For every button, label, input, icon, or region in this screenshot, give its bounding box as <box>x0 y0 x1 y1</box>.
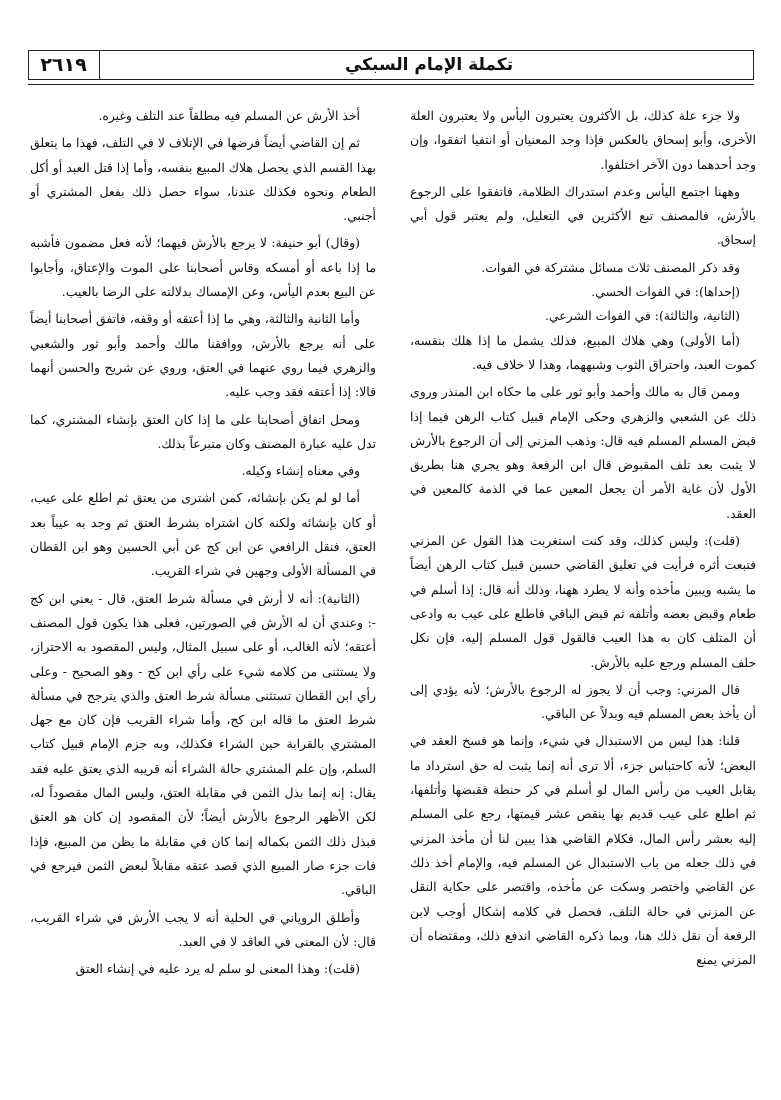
right-text-column <box>410 104 756 972</box>
paragraph: (وقال) أبو حنيفة: لا يرجع بالأرش فيهما؛ لأنه فعل مضمون فأشبه ما إذا باعه أو أمسكه وقاس أصحابنا على الموت والإعتاق، وأجابوا عن البيع بعدم اليأس، وعن الإمساك بدلالته على الرضا بالعيب. <box>30 235 376 300</box>
paragraph: قلنا: هذا ليس من الاستبدال في شيء، وإنما هو فسخ العقد في البعض؛ لأنه كاحتباس جزء، ألا ترى أنه إنما يثبت له حق استرداد ما يقابل العيب من رأس المال لو أسلم في كر حنطة فقبضها وأتلفها، ثم اطلع على عيب قديم بها ينقص عشر قيمتها، رجع على المسلم إليه بعشر رأس المال، فكلام القاضي هذا يبين لنا أن مأخذ المزني في ذلك جعله من باب الاستبدال عن المسلم فيه، والإمام أخذ ذلك عن القاضي واختصر وسكت عن مأخذه، واقتصر على حكاية النقل عن المزني في حالة التلف، فحصل في كلامه إشكال أوجب لابن الرفعة أن نقل ذلك هنا، وبما ذكره القاضي اندفع ذلك، ومقتضاه أن المزني يمنع <box>410 733 756 968</box>
paragraph: وأطلق الروياني في الحلية أنه لا يجب الأرش في شراء القريب، قال: لأن المعنى في العاقد لا في العبد. <box>30 909 376 949</box>
page-number: ٢٦١٩ <box>28 50 100 80</box>
paragraph: ولا جزء علة كذلك، بل الأكثرون يعتبرون اليأس ولا يعتبرون العلة الأخرى، وأبو إسحاق بالعكس فإذا وجد المعنيان أو انتفيا اتفقوا، وإن وجد أحدهما دون الآخر اختلفوا. <box>410 108 756 172</box>
paragraph: وممن قال به مالك وأحمد وأبو ثور على ما حكاه ابن المنذر وروى ذلك عن الشعبي والزهري وحكى الإمام قبيل كتاب الرهن فيما إذا قبض المسلم المسلم فيه قال: وذهب المزني إلى أن الرجوع بالأرش لا يثبت بعد تلف المقبوض قال ابن الرفعة وهو يجري هنا بطريق الأول لأن غاية الأمر أن يجعل المعين عما في الذمة كالمعين في العقد. <box>410 384 756 521</box>
paragraph: (الثانية، والثالثة): في الفوات الشرعي. <box>544 308 740 324</box>
paragraph: وقد ذكر المصنف ثلاث مسائل مشتركة في الفوات. <box>481 259 740 275</box>
paragraph: (قلت): وهذا المعنى لو سلم له يرد عليه في إنشاء العتق <box>75 961 360 977</box>
left-text-column <box>30 104 376 981</box>
paragraph: (قلت): وليس كذلك، وقد كنت استغربت هذا القول عن المزني فتبعت أثره فرأيت في تعليق القاضي حسين قبيل كتاب الرهن أيضاً ما يشبه ويبين مأخذه وأنه لا يطرد ههنا، وذلك أنه قال: إذا أسلم في طعام وقبض بعضه وأتلفه ثم قبض الباقي فاطلع على عيب به وادعى أن المتلف كان به هذا العيب فالقول قول المسلم إليه، فإن نكل حلف المسلم ورجع عليه بالأرش. <box>410 533 756 670</box>
page-header <box>28 46 754 85</box>
paragraph: أما لو لم يكن بإنشائه، كمن اشترى من يعتق ثم اطلع على عيب، أو كان بإنشائه ولكنه كان اشتراه بشرط العتق ثم وجد به عيباً بعد العتق، فنقل الرافعي عن ابن كج عن أبي الحسين وهو ابن القطان في المسألة الأولى وجهين في شراء القريب. <box>30 490 376 579</box>
paragraph: وفي معناه إنشاء وكيله. <box>241 463 360 479</box>
paragraph: ومحل اتفاق أصحابنا على ما إذا كان العتق بإنشاء المشتري، كما تدل عليه عبارة المصنف وكان متبرعاً بذلك. <box>30 411 376 451</box>
book-title: تكملة الإمام السبكي <box>344 55 514 75</box>
paragraph: ثم إن القاضي أيضاً فرضها في الإتلاف لا في التلف، فهذا ما يتعلق بهذا القسم الذي يحصل هلاك المبيع بنفسه، وأما إذا قتل العبد أو أكل الطعام ونحوه فكذلك عندنا، سواء حصل ذلك بفعل المشتري أو أجنبي. <box>30 135 376 224</box>
paragraph: وههنا اجتمع اليأس وعدم استدراك الظلامة، فاتفقوا على الرجوع بالأرش، فالمصنف تبع الأكثرين في التعليل، ولم يعتبر قول أبي إسحاق. <box>410 183 756 248</box>
paragraph: قال المزني: وجب أن لا يجوز له الرجوع بالأرش؛ لأنه يؤدي إلى أن يأخذ بعض المسلم فيه وبدلاً عن الباقي. <box>410 681 756 722</box>
paragraph: (إحداها): في الفوات الحسي. <box>591 284 740 300</box>
paragraph: (أما الأولى) وهي هلاك المبيع، فذلك يشمل ما إذا هلك بنفسه، كموت العبد، واحتراق الثوب وشبههما، وهذا لا خلاف فيه. <box>410 332 756 372</box>
paragraph: وأما الثانية والثالثة، وهي ما إذا أعتقه أو وقفه، فاتفق أصحابنا أيضاً على أنه يرجع بالأرش، ووافقنا مالك وأحمد وأبو ثور والشعبي والزهري فيما روي عنهما في العتق، وروي عن شريح والحسن أنهما قالا: إذا أعتقه فقد وجب عليه. <box>30 311 376 400</box>
paragraph: أخذ الأرش عن المسلم فيه مطلقاً عند التلف وغيره. <box>98 108 360 123</box>
paragraph: (الثانية): أنه لا أرش في مسألة شرط العتق، قال - يعني ابن كج -: وعندي أن له الأرش في الصورتين، فعلى هذا يكون قول المصنف أعتقه؛ لأنه الغالب، أو على سبيل المثال، وليس المقصود به الاحتراز، ولا يستثنى من كلامه شيء على رأي ابن كج - وهو الصحيح - وعلى رأي ابن القطان تستثنى مسألة شرط العتق والذي يترجح في مسألة شرط العتق ما قاله ابن كج، وأما شراء القريب فإن كان مع جهل المشتري بالقرابة حين الشراء فكذلك، وبه جزم الإمام قبيل كتاب السلم، وإن علم المشتري حالة الشراء أنه قريبه الذي يعتق عليه فقد يقال: إنه إنما بذل الثمن في مقابلة العتق، وليس المال مقصوداً له، لكن الأظهر الرجوع بالأرش أيضاً؛ لأن المقصود إن كان هو العتق فبذل ذلك الثمن بكماله إنما كان في مقابلة ما يظن من المبيع، فإذا فات جزء صار المبيع الذي قصد عتقه مقابلاً لبعض الثمن فيرجع في الباقي. <box>30 590 376 898</box>
